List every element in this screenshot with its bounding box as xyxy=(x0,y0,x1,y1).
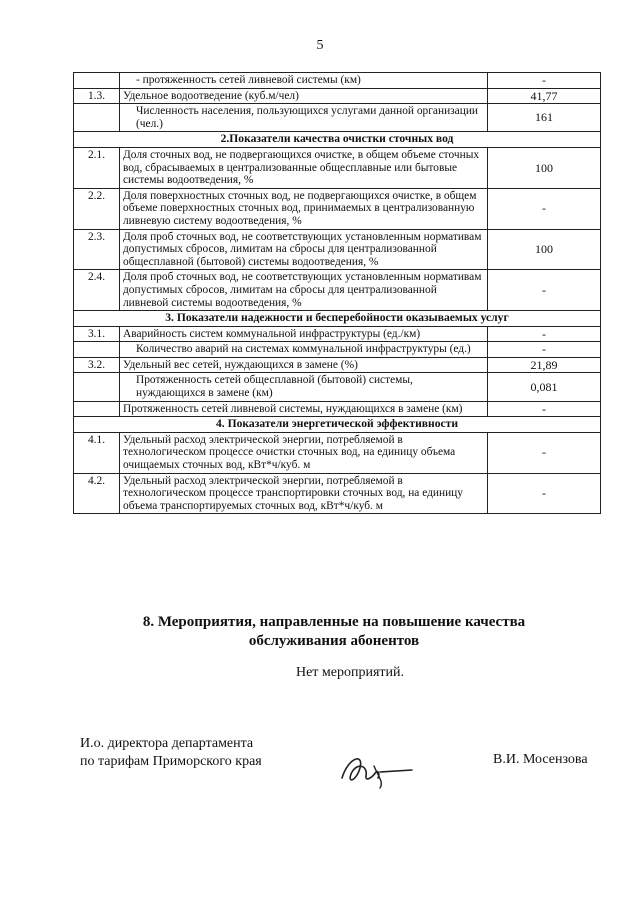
table-row xyxy=(74,432,601,473)
table-section-row xyxy=(74,311,601,327)
section8-heading-line1: 8. Мероприятия, направленные на повышение качества xyxy=(142,614,526,630)
section8-heading xyxy=(0,613,640,651)
row-value: 161 xyxy=(488,104,601,132)
row-name: Аварийность систем коммунальной инфраструктуры (ед./км) xyxy=(120,326,488,342)
indicators-table xyxy=(73,72,601,514)
row-value: 100 xyxy=(488,147,601,188)
row-number xyxy=(74,73,120,89)
table-row xyxy=(74,326,601,342)
row-name: Количество аварий на системах коммунальной инфраструктуры (ед.) xyxy=(120,342,488,358)
row-number xyxy=(74,342,120,358)
row-name: Протяженность сетей общесплавной (бытовой) системы, нуждающихся в замене (км) xyxy=(120,373,488,401)
table-row xyxy=(74,270,601,311)
row-value: - xyxy=(488,432,601,473)
table-section-row xyxy=(74,417,601,433)
table-row xyxy=(74,188,601,229)
indicators-table-body xyxy=(74,73,601,514)
row-number: 3.2. xyxy=(74,357,120,373)
row-name: Доля проб сточных вод, не соответствующих установленным нормативам допустимых сбросов, лимитам на сбросы для централизованной общесплавной (бытовой) системы водоотведения, % xyxy=(120,229,488,270)
section8-heading-line2: обслуживания абонентов xyxy=(248,633,420,649)
row-name: Удельный вес сетей, нуждающихся в замене (%) xyxy=(120,357,488,373)
row-name: Удельное водоотведение (куб.м/чел) xyxy=(120,88,488,104)
row-name: Удельный расход электрической энергии, потребляемой в технологическом процессе транспортировки сточных вод, на единицу объема транспортируемых сточных вод, кВт*ч/куб. м xyxy=(120,473,488,514)
handwritten-signature xyxy=(334,748,420,792)
table-row xyxy=(74,88,601,104)
page-number: 5 xyxy=(316,38,324,53)
row-number xyxy=(74,401,120,417)
table-row xyxy=(74,473,601,514)
row-number: 2.4. xyxy=(74,270,120,311)
table-row xyxy=(74,104,601,132)
row-name: Доля поверхностных сточных вод, не подвергающихся очистке, в общем объеме поверхностных сточных вод, принимаемых в централизованную ливневую систему водоотведения, % xyxy=(120,188,488,229)
row-name: Протяженность сетей ливневой системы, нуждающихся в замене (км) xyxy=(120,401,488,417)
signer-title-line1: И.о. директора департамента xyxy=(80,736,254,751)
table-row xyxy=(74,357,601,373)
section-title: 4. Показатели энергетической эффективности xyxy=(74,417,601,433)
table-row xyxy=(74,229,601,270)
row-number: 4.2. xyxy=(74,473,120,514)
row-number xyxy=(74,104,120,132)
row-value: 100 xyxy=(488,229,601,270)
row-value: - xyxy=(488,73,601,89)
row-value: - xyxy=(488,326,601,342)
row-number: 3.1. xyxy=(74,326,120,342)
row-value: 0,081 xyxy=(488,373,601,401)
table-row xyxy=(74,73,601,89)
table-section-row xyxy=(74,132,601,148)
signer-title-line2: по тарифам Приморского края xyxy=(80,754,262,769)
no-measures-text: Нет мероприятий. xyxy=(295,665,405,680)
table-row xyxy=(74,373,601,401)
row-number: 4.1. xyxy=(74,432,120,473)
row-number: 2.2. xyxy=(74,188,120,229)
section-title: 2.Показатели качества очистки сточных вод xyxy=(74,132,601,148)
row-value: - xyxy=(488,188,601,229)
row-value: 21,89 xyxy=(488,357,601,373)
row-value: - xyxy=(488,473,601,514)
row-value: - xyxy=(488,270,601,311)
row-name: Доля сточных вод, не подвергающихся очистке, в общем объеме сточных вод, сбрасываемых в централизованные общесплавные или бытовые системы водоотведения, % xyxy=(120,147,488,188)
row-number: 2.1. xyxy=(74,147,120,188)
row-number: 1.3. xyxy=(74,88,120,104)
table-row xyxy=(74,147,601,188)
row-name: Численность населения, пользующихся услугами данной организации (чел.) xyxy=(120,104,488,132)
row-name: Доля проб сточных вод, не соответствующих установленным нормативам допустимых сбросов, лимитам на сбросы для централизованной ливневой системы водоотведения, % xyxy=(120,270,488,311)
table-row xyxy=(74,342,601,358)
signer-title xyxy=(80,735,262,771)
row-number xyxy=(74,373,120,401)
row-value: - xyxy=(488,342,601,358)
row-value: 41,77 xyxy=(488,88,601,104)
row-name: Удельный расход электрической энергии, потребляемой в технологическом процессе очистки сточных вод, на единицу объема очищаемых сточных вод, кВт*ч/куб. м xyxy=(120,432,488,473)
row-name: - протяженность сетей ливневой системы (км) xyxy=(120,73,488,89)
row-value: - xyxy=(488,401,601,417)
table-row xyxy=(74,401,601,417)
section-title: 3. Показатели надежности и бесперебойности оказываемых услуг xyxy=(74,311,601,327)
row-number: 2.3. xyxy=(74,229,120,270)
signer-name: В.И. Мосензова xyxy=(493,752,588,767)
